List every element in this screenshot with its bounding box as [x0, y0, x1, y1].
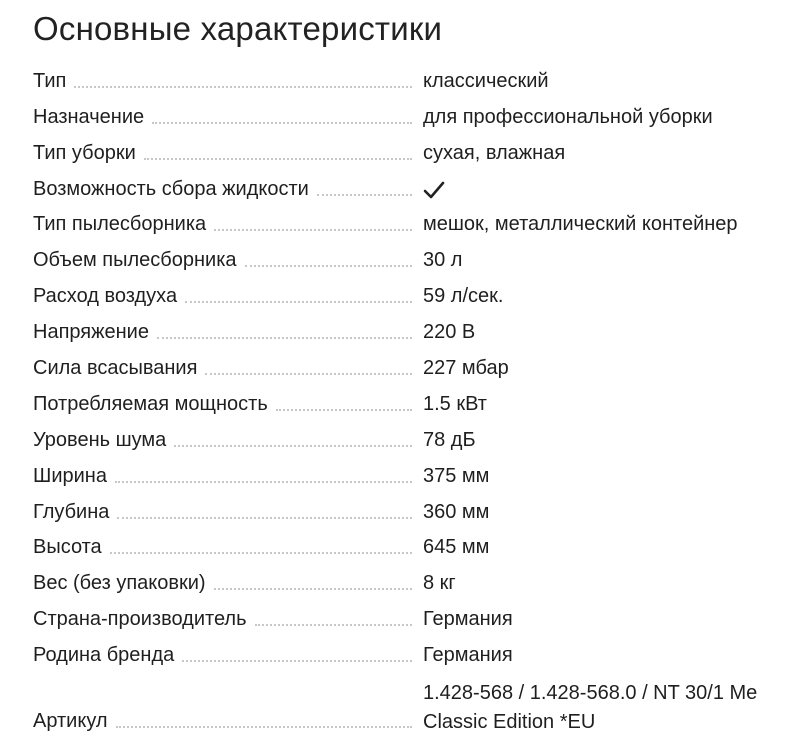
spec-row-type — [0, 61, 800, 97]
spec-value: 220 В — [423, 321, 476, 344]
spec-value: 78 дБ — [423, 428, 476, 451]
spec-value: 1.5 кВт — [423, 392, 487, 415]
dotted-leader — [214, 588, 412, 590]
spec-row-dust-volume — [0, 240, 800, 276]
dotted-leader — [182, 660, 412, 662]
dotted-leader — [74, 86, 412, 88]
spec-row-article — [0, 671, 800, 737]
spec-label: Родина бренда — [33, 644, 175, 667]
spec-value: 1.428-568 / 1.428-568.0 / NT 30/1 Me Classic Edition *EU — [423, 682, 758, 734]
dotted-leader — [276, 409, 412, 411]
checkmark-icon — [423, 181, 445, 199]
spec-value: сухая, влажная — [423, 141, 566, 164]
dotted-leader — [185, 301, 412, 303]
dotted-leader — [116, 726, 412, 728]
spec-label: Расход воздуха — [33, 285, 178, 308]
spec-value: Германия — [423, 644, 513, 667]
spec-row-noise — [0, 420, 800, 456]
spec-value: 30 л — [423, 249, 463, 272]
spec-row-weight — [0, 563, 800, 599]
spec-value: 59 л/сек. — [423, 285, 504, 308]
dotted-leader — [255, 624, 412, 626]
spec-row-width — [0, 456, 800, 492]
spec-label: Объем пылесборника — [33, 249, 237, 272]
spec-label: Вес (без упаковки) — [33, 572, 206, 595]
spec-row-brand-origin — [0, 635, 800, 671]
spec-label: Тип уборки — [33, 141, 136, 164]
spec-value: 645 мм — [423, 536, 490, 559]
spec-value: 227 мбар — [423, 357, 509, 380]
spec-row-height — [0, 528, 800, 564]
dotted-leader — [144, 158, 412, 160]
spec-label: Страна-производитель — [33, 608, 247, 631]
spec-row-suction — [0, 348, 800, 384]
page-title: Основные характеристики — [33, 10, 443, 47]
spec-label: Сила всасывания — [33, 357, 198, 380]
spec-value: классический — [423, 69, 549, 92]
dotted-leader — [157, 337, 412, 339]
spec-value: Германия — [423, 608, 513, 631]
dotted-leader — [214, 229, 412, 231]
dotted-leader — [110, 552, 412, 554]
spec-row-cleaning-type — [0, 133, 800, 169]
spec-label: Глубина — [33, 500, 110, 523]
spec-row-airflow — [0, 276, 800, 312]
dotted-leader — [117, 517, 412, 519]
dotted-leader — [174, 445, 412, 447]
specs-list — [0, 61, 800, 737]
spec-label: Напряжение — [33, 321, 149, 344]
spec-value: 360 мм — [423, 500, 490, 523]
spec-label: Тип пылесборника — [33, 213, 207, 236]
spec-label: Возможность сбора жидкости — [33, 177, 309, 200]
spec-label: Уровень шума — [33, 428, 167, 451]
spec-row-dust-container-type — [0, 205, 800, 241]
dotted-leader — [115, 481, 412, 483]
spec-row-depth — [0, 492, 800, 528]
spec-label: Назначение — [33, 105, 145, 128]
dotted-leader — [245, 265, 412, 267]
spec-label: Потребляемая мощность — [33, 392, 268, 415]
spec-label: Ширина — [33, 464, 107, 487]
spec-row-purpose — [0, 97, 800, 133]
spec-value: 8 кг — [423, 572, 456, 595]
spec-label: Артикул — [33, 710, 108, 733]
spec-row-country — [0, 599, 800, 635]
dotted-leader — [317, 194, 412, 196]
spec-row-power — [0, 384, 800, 420]
spec-value: для профессиональной уборки — [423, 105, 713, 128]
spec-value: 375 мм — [423, 464, 490, 487]
dotted-leader — [205, 373, 412, 375]
spec-label: Высота — [33, 536, 102, 559]
spec-label: Тип — [33, 69, 67, 92]
spec-row-voltage — [0, 312, 800, 348]
spec-value: мешок, металлический контейнер — [423, 213, 738, 236]
dotted-leader — [152, 122, 412, 124]
spec-row-liquid-collection — [0, 169, 800, 205]
